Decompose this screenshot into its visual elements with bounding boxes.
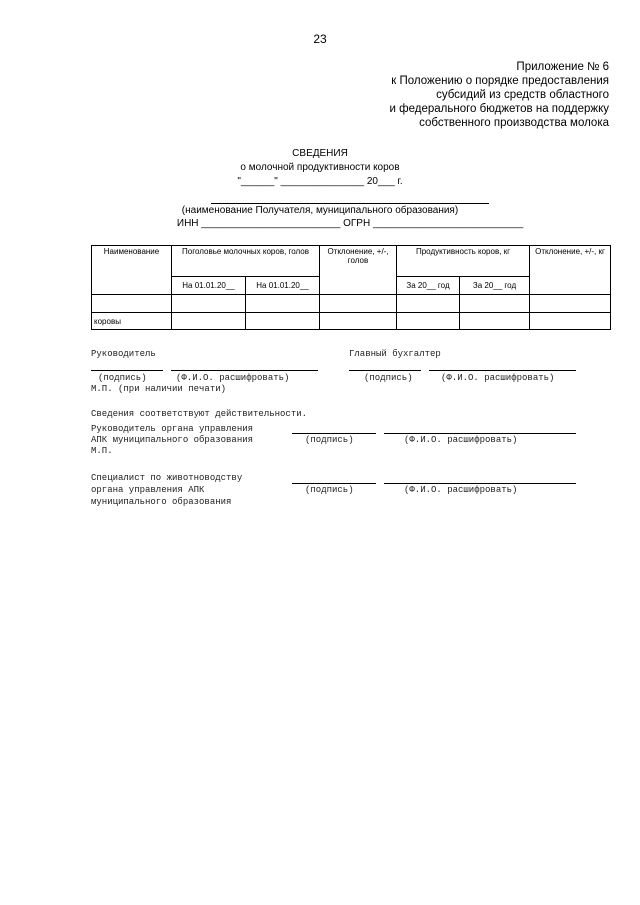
recipient-fill-line xyxy=(211,203,489,204)
specialist-label-line1: Специалист по животноводству xyxy=(91,473,243,483)
agro-head-label-line2: АПК муниципального образования xyxy=(91,435,254,445)
table-row xyxy=(92,313,611,330)
table-row xyxy=(92,295,611,313)
title-heading: СВЕДЕНИЯ xyxy=(292,148,348,159)
table-cell xyxy=(246,295,320,313)
head-name-line xyxy=(171,370,318,371)
head-label: Руководитель xyxy=(91,349,156,359)
table-cell xyxy=(460,313,530,330)
agro-head-name-line xyxy=(384,433,576,434)
head-signature-caption: (подпись) xyxy=(98,373,147,383)
agro-head-signature-caption: (подпись) xyxy=(305,435,354,445)
specialist-label-line3: муниципального образования xyxy=(91,497,232,507)
accountant-signature-line xyxy=(349,370,421,371)
specialist-label-line2: органа управления АПК xyxy=(91,485,205,495)
table-cell xyxy=(320,295,397,313)
table-cell xyxy=(320,313,397,330)
accountant-name-caption: (Ф.И.О. расшифровать) xyxy=(441,373,555,383)
title-date-line: "______" _______________ 20___ г. xyxy=(237,176,403,187)
agro-head-signature-line xyxy=(292,433,376,434)
appendix-line: и федерального бюджетов на поддержку xyxy=(389,103,609,115)
accountant-name-line xyxy=(429,370,576,371)
specialist-name-line xyxy=(384,483,576,484)
subheader-date-1: На 01.01.20__ xyxy=(172,277,246,295)
subheader-year-1: За 20__ год xyxy=(397,277,460,295)
head-name-caption: (Ф.И.О. расшифровать) xyxy=(176,373,290,383)
subheader-date-2: На 01.01.20__ xyxy=(246,277,320,295)
appendix-line: собственного производства молока xyxy=(419,117,609,129)
specialist-name-caption: (Ф.И.О. расшифровать) xyxy=(404,485,518,495)
table-cell xyxy=(397,313,460,330)
specialist-signature-line xyxy=(292,483,376,484)
title-subheading: о молочной продуктивности коров xyxy=(240,162,400,173)
table-cell xyxy=(172,295,246,313)
agro-head-label-line1: Руководитель органа управления xyxy=(91,424,254,434)
recipient-caption: (наименование Получателя, муниципального образования) xyxy=(181,205,459,216)
accountant-signature-caption: (подпись) xyxy=(364,373,413,383)
table-cell xyxy=(530,313,611,330)
agro-head-name-caption: (Ф.И.О. расшифровать) xyxy=(404,435,518,445)
appendix-line: к Положению о порядке предоставления xyxy=(391,75,609,87)
inn-ogrn-line: ИНН _________________________ ОГРН ___________________________ xyxy=(176,218,524,229)
subheader-year-2: За 20__ год xyxy=(460,277,530,295)
table-cell xyxy=(92,295,172,313)
col-header-deviation-heads: Отклонение, +/-, голов xyxy=(320,246,397,295)
row-label-cows: коровы xyxy=(92,313,172,330)
head-signature-line xyxy=(91,370,163,371)
productivity-table xyxy=(91,245,611,330)
table-cell xyxy=(172,313,246,330)
appendix-line: субсидий из средств областного xyxy=(436,89,609,101)
table-cell xyxy=(246,313,320,330)
appendix-line: Приложение № 6 xyxy=(516,61,609,73)
table-cell xyxy=(530,295,611,313)
confirmation-text: Сведения соответствуют действительности. xyxy=(91,409,308,419)
stamp-note: М.П. (при наличии печати) xyxy=(91,384,227,394)
stamp-note-2: М.П. xyxy=(91,446,113,456)
col-header-deviation-kg: Отклонение, +/-, кг xyxy=(530,246,611,295)
col-header-livestock: Поголовье молочных коров, голов xyxy=(172,246,320,277)
chief-accountant-label: Главный бухгалтер xyxy=(349,349,441,359)
col-header-productivity: Продуктивность коров, кг xyxy=(397,246,530,277)
document-title xyxy=(100,147,540,189)
col-header-name: Наименование xyxy=(92,246,172,295)
table-cell xyxy=(397,295,460,313)
appendix-header xyxy=(390,60,609,130)
table-cell xyxy=(460,295,530,313)
specialist-signature-caption: (подпись) xyxy=(305,485,354,495)
page-number: 23 xyxy=(313,32,327,46)
